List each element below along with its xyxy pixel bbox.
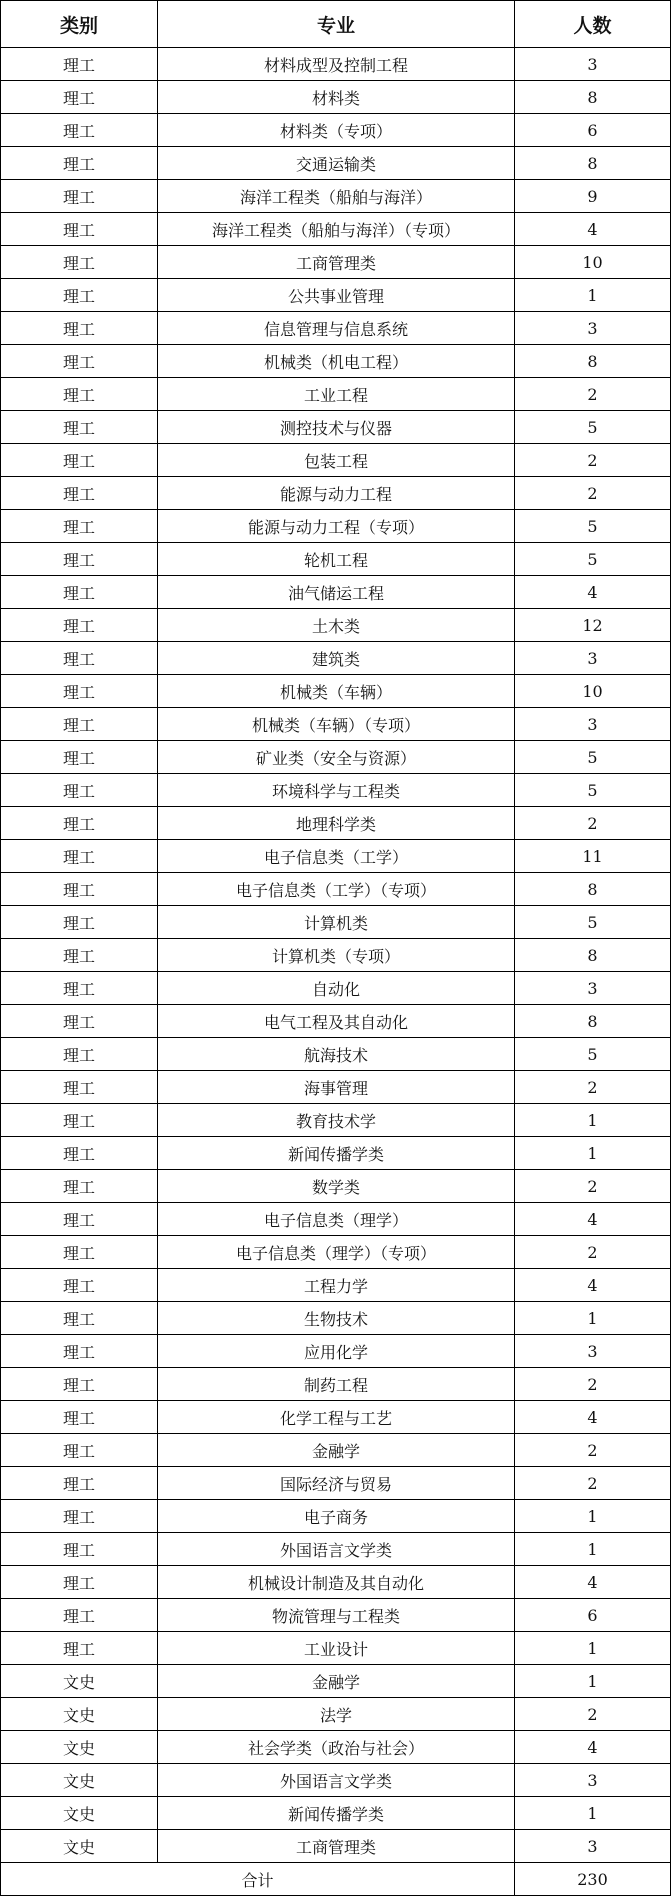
row-major: 工商管理类	[158, 246, 515, 279]
row-count: 10	[515, 246, 671, 279]
row-category: 理工	[1, 939, 158, 972]
row-count: 8	[515, 873, 671, 906]
row-category: 理工	[1, 180, 158, 213]
row-count: 6	[515, 1599, 671, 1632]
row-count: 5	[515, 1038, 671, 1071]
row-count: 1	[515, 1632, 671, 1665]
row-category: 理工	[1, 510, 158, 543]
table-row	[1, 807, 671, 840]
row-category: 理工	[1, 312, 158, 345]
row-category: 理工	[1, 1401, 158, 1434]
row-count: 2	[515, 378, 671, 411]
row-category: 理工	[1, 1599, 158, 1632]
row-category: 理工	[1, 609, 158, 642]
table-row	[1, 642, 671, 675]
table-row	[1, 609, 671, 642]
row-category: 理工	[1, 345, 158, 378]
row-major: 公共事业管理	[158, 279, 515, 312]
row-category: 理工	[1, 1236, 158, 1269]
table-row	[1, 48, 671, 81]
table-row	[1, 477, 671, 510]
row-major: 包装工程	[158, 444, 515, 477]
table-row	[1, 576, 671, 609]
table-row	[1, 1500, 671, 1533]
row-category: 理工	[1, 1632, 158, 1665]
row-major: 电子信息类（工学）（专项）	[158, 873, 515, 906]
row-category: 理工	[1, 774, 158, 807]
row-category: 理工	[1, 1368, 158, 1401]
row-count: 5	[515, 543, 671, 576]
row-count: 1	[515, 1137, 671, 1170]
row-major: 信息管理与信息系统	[158, 312, 515, 345]
row-category: 理工	[1, 477, 158, 510]
table-row	[1, 279, 671, 312]
row-category: 理工	[1, 147, 158, 180]
row-major: 测控技术与仪器	[158, 411, 515, 444]
row-count: 3	[515, 1764, 671, 1797]
table-row	[1, 1236, 671, 1269]
row-major: 能源与动力工程（专项）	[158, 510, 515, 543]
table-row	[1, 939, 671, 972]
table-row	[1, 180, 671, 213]
row-major: 法学	[158, 1698, 515, 1731]
row-count: 2	[515, 1467, 671, 1500]
row-category: 理工	[1, 1038, 158, 1071]
table-row	[1, 1467, 671, 1500]
row-major: 计算机类	[158, 906, 515, 939]
row-count: 2	[515, 444, 671, 477]
row-count: 3	[515, 1335, 671, 1368]
row-count: 1	[515, 1797, 671, 1830]
table-row	[1, 1566, 671, 1599]
row-count: 3	[515, 312, 671, 345]
row-major: 环境科学与工程类	[158, 774, 515, 807]
row-major: 电子信息类（理学）（专项）	[158, 1236, 515, 1269]
table-row	[1, 906, 671, 939]
table-row	[1, 411, 671, 444]
row-major: 应用化学	[158, 1335, 515, 1368]
row-count: 4	[515, 1731, 671, 1764]
row-count: 2	[515, 807, 671, 840]
row-category: 理工	[1, 1071, 158, 1104]
table-row	[1, 345, 671, 378]
row-count: 5	[515, 510, 671, 543]
row-major: 材料类	[158, 81, 515, 114]
table-row	[1, 1401, 671, 1434]
row-category: 理工	[1, 1533, 158, 1566]
row-major: 电气工程及其自动化	[158, 1005, 515, 1038]
row-category: 理工	[1, 114, 158, 147]
table-row	[1, 1764, 671, 1797]
row-major: 新闻传播学类	[158, 1137, 515, 1170]
row-count: 3	[515, 708, 671, 741]
row-category: 理工	[1, 1335, 158, 1368]
table-row	[1, 1830, 671, 1863]
table-row	[1, 1335, 671, 1368]
table-row	[1, 1698, 671, 1731]
row-category: 理工	[1, 1566, 158, 1599]
row-major: 矿业类（安全与资源）	[158, 741, 515, 774]
row-count: 1	[515, 1104, 671, 1137]
table-row	[1, 312, 671, 345]
row-count: 1	[515, 279, 671, 312]
table-row	[1, 1434, 671, 1467]
row-count: 8	[515, 345, 671, 378]
row-major: 机械设计制造及其自动化	[158, 1566, 515, 1599]
table-row	[1, 81, 671, 114]
row-count: 9	[515, 180, 671, 213]
row-category: 理工	[1, 576, 158, 609]
row-count: 2	[515, 1170, 671, 1203]
row-major: 国际经济与贸易	[158, 1467, 515, 1500]
row-major: 制药工程	[158, 1368, 515, 1401]
row-major: 化学工程与工艺	[158, 1401, 515, 1434]
row-count: 5	[515, 741, 671, 774]
row-major: 电子信息类（工学）	[158, 840, 515, 873]
row-category: 理工	[1, 1434, 158, 1467]
row-count: 12	[515, 609, 671, 642]
table-row	[1, 675, 671, 708]
row-count: 8	[515, 1005, 671, 1038]
table-row	[1, 1632, 671, 1665]
row-count: 4	[515, 213, 671, 246]
row-major: 海洋工程类（船舶与海洋）	[158, 180, 515, 213]
table-row	[1, 1533, 671, 1566]
table-row	[1, 708, 671, 741]
row-count: 2	[515, 1434, 671, 1467]
row-count: 8	[515, 81, 671, 114]
row-category: 理工	[1, 675, 158, 708]
row-category: 理工	[1, 1203, 158, 1236]
row-category: 理工	[1, 906, 158, 939]
table-row	[1, 1797, 671, 1830]
table-row	[1, 543, 671, 576]
table-row	[1, 1137, 671, 1170]
row-major: 外国语言文学类	[158, 1533, 515, 1566]
row-count: 8	[515, 939, 671, 972]
row-count: 3	[515, 972, 671, 1005]
row-count: 5	[515, 411, 671, 444]
row-category: 理工	[1, 840, 158, 873]
row-count: 1	[515, 1533, 671, 1566]
table-row	[1, 246, 671, 279]
row-count: 1	[515, 1665, 671, 1698]
table-row	[1, 1203, 671, 1236]
row-major: 海事管理	[158, 1071, 515, 1104]
table-row	[1, 1599, 671, 1632]
row-category: 理工	[1, 411, 158, 444]
row-category: 理工	[1, 378, 158, 411]
table-row	[1, 1071, 671, 1104]
table-row	[1, 510, 671, 543]
row-count: 5	[515, 774, 671, 807]
table-row	[1, 114, 671, 147]
row-major: 交通运输类	[158, 147, 515, 180]
row-major: 油气储运工程	[158, 576, 515, 609]
table-row	[1, 1731, 671, 1764]
row-major: 计算机类（专项）	[158, 939, 515, 972]
row-major: 自动化	[158, 972, 515, 1005]
row-count: 1	[515, 1500, 671, 1533]
row-count: 1	[515, 1302, 671, 1335]
row-count: 3	[515, 642, 671, 675]
row-category: 理工	[1, 1137, 158, 1170]
row-major: 教育技术学	[158, 1104, 515, 1137]
row-category: 文史	[1, 1797, 158, 1830]
row-count: 4	[515, 1269, 671, 1302]
row-count: 6	[515, 114, 671, 147]
table-row	[1, 1038, 671, 1071]
row-count: 3	[515, 48, 671, 81]
table-row	[1, 1170, 671, 1203]
table-row	[1, 147, 671, 180]
row-count: 4	[515, 1401, 671, 1434]
row-category: 理工	[1, 1302, 158, 1335]
row-major: 机械类（车辆）	[158, 675, 515, 708]
table-row	[1, 972, 671, 1005]
header-major: 专业	[158, 1, 515, 48]
row-category: 文史	[1, 1698, 158, 1731]
row-category: 理工	[1, 1170, 158, 1203]
row-count: 2	[515, 1368, 671, 1401]
row-major: 机械类（车辆）（专项）	[158, 708, 515, 741]
row-major: 社会学类（政治与社会）	[158, 1731, 515, 1764]
table-row	[1, 840, 671, 873]
table-row	[1, 1005, 671, 1038]
row-major: 物流管理与工程类	[158, 1599, 515, 1632]
total-row	[1, 1863, 671, 1896]
row-major: 金融学	[158, 1665, 515, 1698]
row-major: 数学类	[158, 1170, 515, 1203]
header-category: 类别	[1, 1, 158, 48]
header-row	[1, 1, 671, 48]
row-category: 理工	[1, 246, 158, 279]
row-count: 10	[515, 675, 671, 708]
table-row	[1, 1302, 671, 1335]
row-category: 理工	[1, 1269, 158, 1302]
row-category: 理工	[1, 543, 158, 576]
row-major: 机械类（机电工程）	[158, 345, 515, 378]
table-row	[1, 741, 671, 774]
row-major: 工业工程	[158, 378, 515, 411]
table-row	[1, 444, 671, 477]
row-count: 5	[515, 906, 671, 939]
row-major: 材料成型及控制工程	[158, 48, 515, 81]
table-row	[1, 213, 671, 246]
row-major: 土木类	[158, 609, 515, 642]
row-major: 地理科学类	[158, 807, 515, 840]
row-category: 理工	[1, 213, 158, 246]
row-category: 理工	[1, 444, 158, 477]
row-category: 理工	[1, 81, 158, 114]
table-row	[1, 378, 671, 411]
row-major: 能源与动力工程	[158, 477, 515, 510]
row-category: 文史	[1, 1731, 158, 1764]
row-category: 理工	[1, 972, 158, 1005]
row-category: 理工	[1, 741, 158, 774]
total-value: 230	[515, 1863, 671, 1896]
row-category: 理工	[1, 48, 158, 81]
row-category: 理工	[1, 708, 158, 741]
row-category: 文史	[1, 1764, 158, 1797]
row-category: 理工	[1, 642, 158, 675]
table-row	[1, 1104, 671, 1137]
row-category: 理工	[1, 807, 158, 840]
row-major: 材料类（专项）	[158, 114, 515, 147]
row-major: 航海技术	[158, 1038, 515, 1071]
row-category: 理工	[1, 1005, 158, 1038]
row-category: 文史	[1, 1665, 158, 1698]
row-category: 理工	[1, 1104, 158, 1137]
row-count: 2	[515, 1236, 671, 1269]
table-row	[1, 873, 671, 906]
row-count: 8	[515, 147, 671, 180]
row-major: 建筑类	[158, 642, 515, 675]
table-body	[1, 48, 671, 1863]
row-count: 11	[515, 840, 671, 873]
row-count: 4	[515, 1203, 671, 1236]
header-count: 人数	[515, 1, 671, 48]
row-count: 2	[515, 1071, 671, 1104]
total-label: 合计	[1, 1863, 515, 1896]
table-row	[1, 1368, 671, 1401]
row-major: 新闻传播学类	[158, 1797, 515, 1830]
row-count: 3	[515, 1830, 671, 1863]
table-row	[1, 1269, 671, 1302]
row-major: 工业设计	[158, 1632, 515, 1665]
row-count: 2	[515, 1698, 671, 1731]
row-major: 外国语言文学类	[158, 1764, 515, 1797]
row-major: 金融学	[158, 1434, 515, 1467]
row-category: 理工	[1, 279, 158, 312]
row-major: 电子信息类（理学）	[158, 1203, 515, 1236]
row-major: 电子商务	[158, 1500, 515, 1533]
row-category: 理工	[1, 873, 158, 906]
row-major: 轮机工程	[158, 543, 515, 576]
row-count: 2	[515, 477, 671, 510]
row-category: 文史	[1, 1830, 158, 1863]
row-count: 4	[515, 576, 671, 609]
row-major: 工商管理类	[158, 1830, 515, 1863]
table-row	[1, 1665, 671, 1698]
row-major: 工程力学	[158, 1269, 515, 1302]
row-major: 海洋工程类（船舶与海洋）（专项）	[158, 213, 515, 246]
row-count: 4	[515, 1566, 671, 1599]
row-category: 理工	[1, 1467, 158, 1500]
row-category: 理工	[1, 1500, 158, 1533]
table-row	[1, 774, 671, 807]
row-major: 生物技术	[158, 1302, 515, 1335]
